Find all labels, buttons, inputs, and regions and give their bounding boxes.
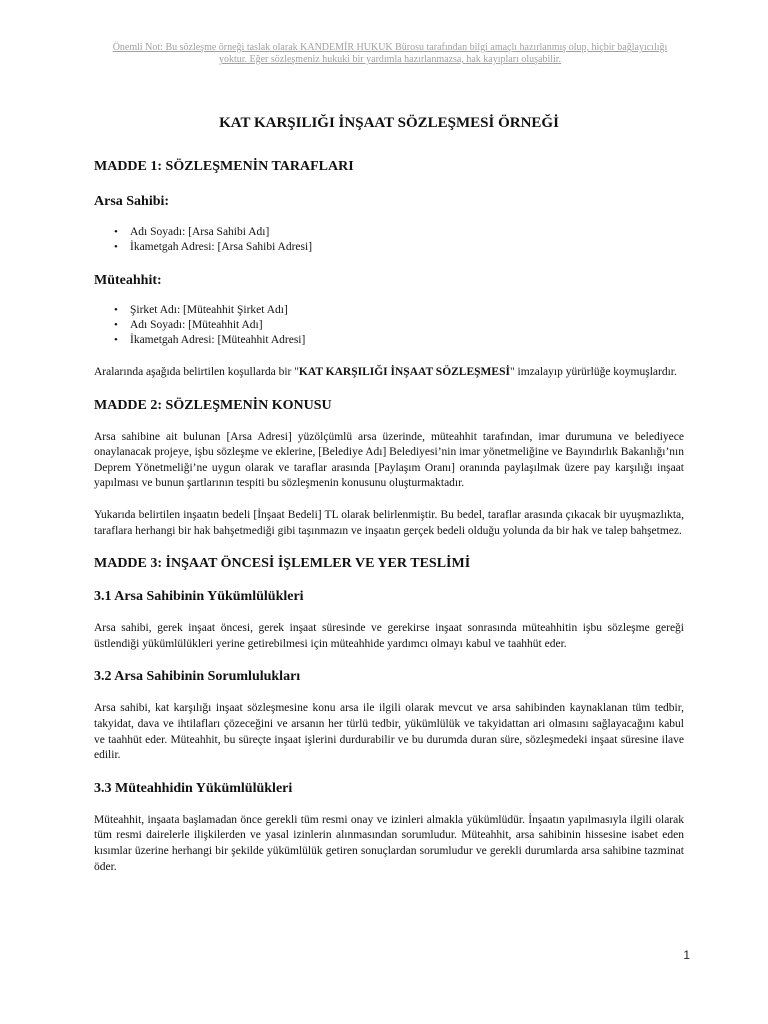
list-item: • Adı Soyadı: [Müteahhit Adı]	[94, 318, 684, 333]
disclaimer-line-1: Önemli Not: Bu sözleşme örneği taslak olarak KANDEMİR HUKUK Bürosu tarafından bilgi amaçlı hazırlanmış olup, hiçbir bağlayıcılığı	[112, 42, 668, 53]
madde-2-paragraph-2: Yukarıda belirtilen inşaatın bedeli [İnşaat Bedeli] TL olarak belirlenmiştir. Bu bedel, taraflar arasında çıkacak bir uyuşmazlıkta, taraflara herhangi bir hak bahşetmediği gibi taşınmazın ve inşaatın gerçek bedeli olduğu yolunda da bir hak ve talep bahşetmez.	[94, 508, 684, 537]
closing-text-before: Aralarında aşağıda belirtilen koşullarda bir "	[94, 366, 299, 378]
list-item: • Adı Soyadı: [Arsa Sahibi Adı]	[94, 225, 684, 240]
page-number: 1	[683, 948, 690, 962]
arsa-sahibi-heading: Arsa Sahibi:	[94, 194, 170, 209]
muteahhit-list	[94, 303, 684, 348]
document-title: KAT KARŞILIĞI İNŞAAT SÖZLEŞMESİ ÖRNEĞİ	[219, 115, 559, 131]
madde-2-paragraph-1: Arsa sahibine ait bulunan [Arsa Adresi] yüzölçümlü arsa üzerinde, müteahhit tarafından, imar durumuna ve belediyece onaylanacak projeye, işbu sözleşme ve eklerine, [Belediye Adı] Belediyesi’nin imar yönetmeliğine ve Bayındırlık Bakanlığı’nın Deprem Yönetmeliği’ne uygun olarak ve taraflar arasında [Paylaşım Oranı] oranında paylaşılmak üzere pay karşılığı inşaat yapılması ve bunun şartlarının tespiti bu sözleşmenin konusunu oluşturmaktadır.	[94, 430, 684, 490]
list-item: • Şirket Adı: [Müteahhit Şirket Adı]	[94, 303, 684, 318]
list-item: • İkametgah Adresi: [Müteahhit Adresi]	[94, 333, 684, 348]
disclaimer-note	[98, 42, 682, 66]
section-3-2-heading: 3.2 Arsa Sahibinin Sorumlulukları	[94, 669, 301, 685]
section-3-1-heading: 3.1 Arsa Sahibinin Yükümlülükleri	[94, 589, 304, 605]
madde-1-heading: MADDE 1: SÖZLEŞMENİN TARAFLARI	[94, 159, 354, 174]
parties-closing-paragraph	[94, 365, 684, 381]
list-item: • İkametgah Adresi: [Arsa Sahibi Adresi]	[94, 240, 684, 255]
madde-3-heading: MADDE 3: İNŞAAT ÖNCESİ İŞLEMLER VE YER TESLİMİ	[94, 556, 471, 572]
section-3-2-text: Arsa sahibi, kat karşılığı inşaat sözleşmesine konu arsa ile ilgili olarak mevcut ve arsa sahibinden kaynaklanan tüm tedbir, takyidat, dava ve ihtilafları çözeceğini ve arsanın her türlü tedbir, yükümlülük ve takyidattan ari olmasını sağlayacağını kabul ve taahhüt eder. Müteahhit, bu süreçte inşaat işlerini durdurabilir ve bu durumda duran süre, sözleşmedeki inşaat süresine ilave edilir.	[94, 702, 684, 762]
arsa-sahibi-list	[94, 225, 684, 255]
disclaimer-line-2: yoktur. Eğer sözleşmeniz hukuki bir yardımla hazırlanmazsa, hak kayıpları oluşabilir.	[218, 54, 562, 65]
closing-text-after: " imzalayıp yürürlüğe koymuşlardır.	[509, 366, 677, 378]
section-3-3-text: Müteahhit, inşaata başlamadan önce gerekli tüm resmi onay ve izinleri almakla yükümlüdür. İnşaatın yapılmasıyla ilgili olarak tüm resmi dairelerle ilişkilerden ve yasal izinlerin alınmasından sorumludur. Müteahhit, arsa sahibinin hissesine isabet eden kısımlar üzerine herhangi bir şekilde yükümlülük getiren sonuçlardan sorumludur ve gerekli durumlarda arsa sahibine tazminat öder.	[94, 813, 684, 873]
document-content	[94, 114, 684, 875]
muteahhit-heading: Müteahhit:	[94, 273, 162, 288]
section-3-3-heading: 3.3 Müteahhidin Yükümlülükleri	[94, 780, 293, 796]
section-3-1-text: Arsa sahibi, gerek inşaat öncesi, gerek inşaat süresinde ve gerekirse inşaat sonrasında müteahhitin işbu sözleşme gereği üstlendiği yükümlülükleri yerine getirebilmesi için müteahhide yardımcı olmayı kabul ve taahhüt eder.	[94, 622, 684, 650]
madde-2-heading: MADDE 2: SÖZLEŞMENİN KONUSU	[94, 397, 332, 413]
closing-text-bold: KAT KARŞILIĞI İNŞAAT SÖZLEŞMESİ	[298, 366, 510, 378]
